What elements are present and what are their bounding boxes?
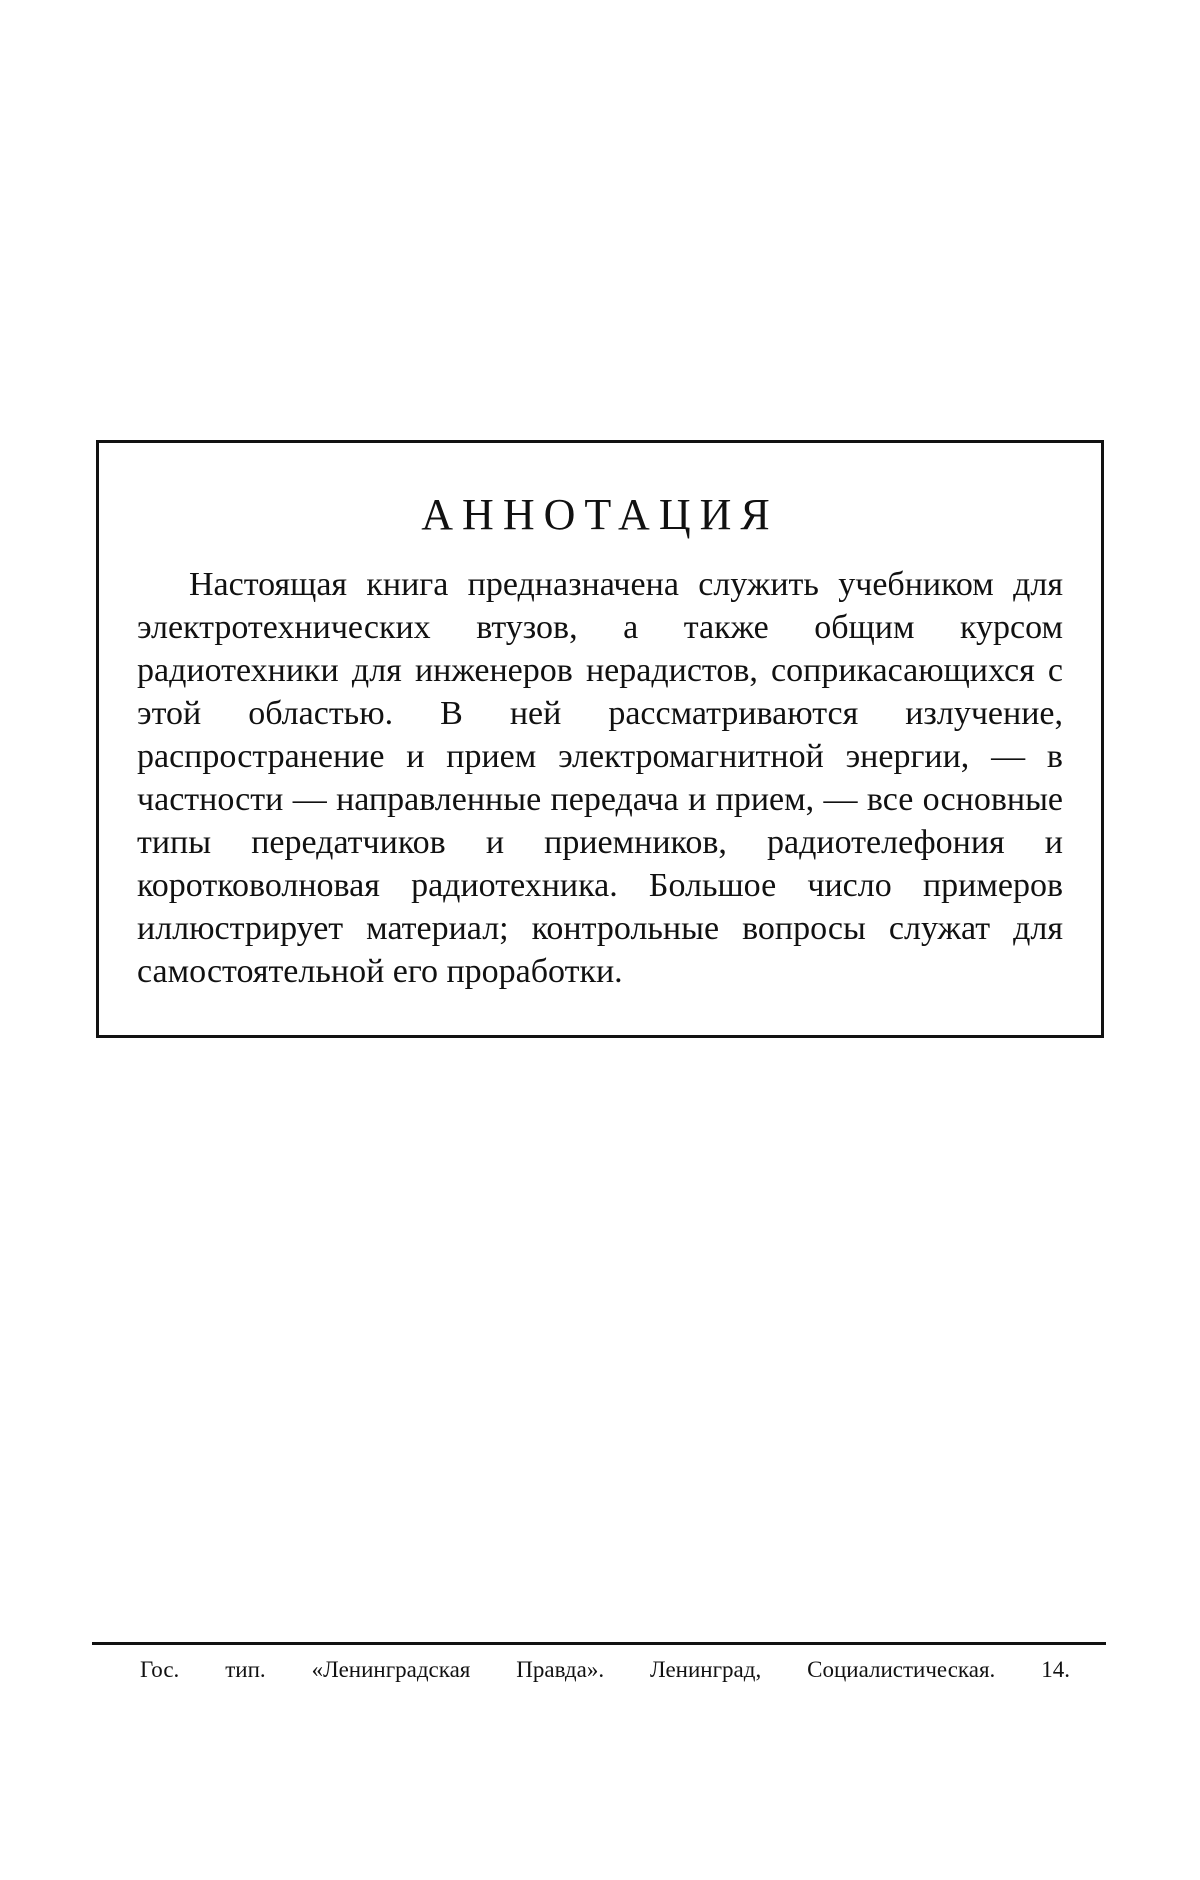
- annotation-title: АННОТАЦИЯ: [421, 490, 779, 539]
- footer-divider: [92, 1642, 1106, 1645]
- printer-imprint: Гос. тип. «Ленинградская Правда». Ленинград, Социалистическая. 14.: [140, 1657, 1070, 1682]
- annotation-body: Настоящая книга предназначена служить учебником для электротехнических втузов, а также общим курсом радиотехники для инженеров нерадистов, соприкасающихся с этой областью. В ней рассматриваются излучение, распространение и прием электромагнитной энергии, — в частности — направленные передача и прием, — все основные типы передатчиков и приемников, радиотелефония и коротковолновая радиотехника. Большое число примеров иллюстрирует материал; контрольные вопросы служат для самостоятельной его проработки.: [137, 566, 1063, 990]
- annotation-box: [96, 440, 1104, 1038]
